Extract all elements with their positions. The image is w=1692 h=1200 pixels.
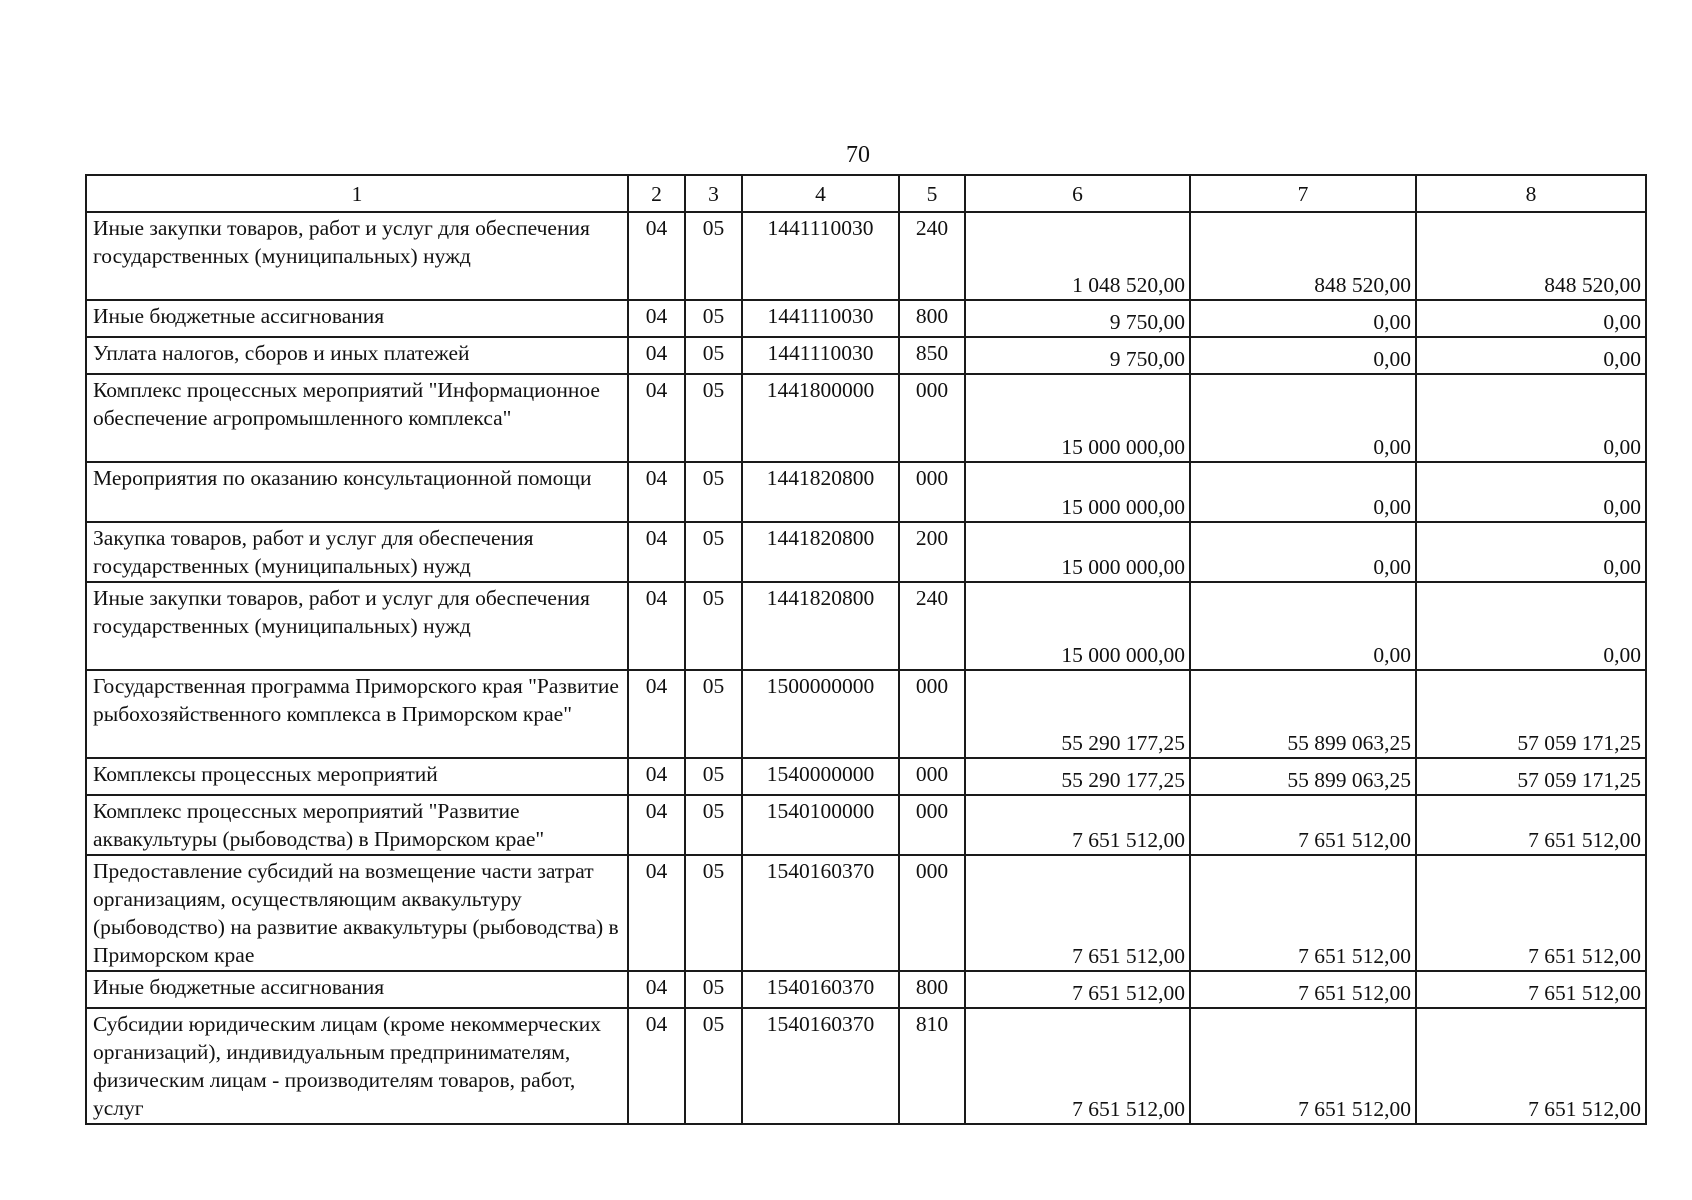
expense-type-code: 240 (899, 212, 965, 300)
table-row (86, 337, 1646, 374)
amount-col7: 0,00 (1190, 374, 1416, 462)
amount-col6: 55 290 177,25 (965, 670, 1190, 758)
section-code: 04 (628, 855, 685, 971)
subsection-code: 05 (685, 522, 742, 582)
amount-col6: 55 290 177,25 (965, 758, 1190, 795)
subsection-code: 05 (685, 462, 742, 522)
amount-col6: 7 651 512,00 (965, 971, 1190, 1008)
table-row (86, 758, 1646, 795)
expense-type-code: 000 (899, 670, 965, 758)
expense-type-code: 800 (899, 300, 965, 337)
table-row (86, 971, 1646, 1008)
target-article-code: 1441820800 (742, 582, 899, 670)
amount-col8: 0,00 (1416, 300, 1646, 337)
target-article-code: 1500000000 (742, 670, 899, 758)
amount-col8: 0,00 (1416, 337, 1646, 374)
row-name: Субсидии юридическим лицам (кроме некоммерческих организаций), индивидуальным предпринимателям, физическим лицам - производителям товаров, работ, услуг (86, 1008, 628, 1124)
expense-type-code: 000 (899, 758, 965, 795)
target-article-code: 1540000000 (742, 758, 899, 795)
row-name: Уплата налогов, сборов и иных платежей (86, 337, 628, 374)
expense-type-code: 200 (899, 522, 965, 582)
target-article-code: 1441110030 (742, 337, 899, 374)
section-code: 04 (628, 670, 685, 758)
section-code: 04 (628, 971, 685, 1008)
row-name: Государственная программа Приморского края "Развитие рыбохозяйственного комплекса в Приморском крае" (86, 670, 628, 758)
amount-col7: 55 899 063,25 (1190, 758, 1416, 795)
table-row (86, 522, 1646, 582)
amount-col8: 0,00 (1416, 522, 1646, 582)
table-row (86, 582, 1646, 670)
expense-type-code: 800 (899, 971, 965, 1008)
column-header: 1 (86, 175, 628, 212)
subsection-code: 05 (685, 971, 742, 1008)
amount-col8: 0,00 (1416, 462, 1646, 522)
section-code: 04 (628, 337, 685, 374)
subsection-code: 05 (685, 795, 742, 855)
table-row (86, 212, 1646, 300)
section-code: 04 (628, 374, 685, 462)
amount-col6: 7 651 512,00 (965, 855, 1190, 971)
expense-type-code: 000 (899, 462, 965, 522)
subsection-code: 05 (685, 1008, 742, 1124)
expense-type-code: 810 (899, 1008, 965, 1124)
table-row (86, 795, 1646, 855)
expense-type-code: 000 (899, 374, 965, 462)
amount-col7: 0,00 (1190, 300, 1416, 337)
budget-table (85, 174, 1647, 1125)
amount-col7: 7 651 512,00 (1190, 795, 1416, 855)
amount-col8: 0,00 (1416, 582, 1646, 670)
section-code: 04 (628, 1008, 685, 1124)
amount-col6: 9 750,00 (965, 300, 1190, 337)
amount-col7: 848 520,00 (1190, 212, 1416, 300)
table-row (86, 855, 1646, 971)
table-row (86, 1008, 1646, 1124)
target-article-code: 1441800000 (742, 374, 899, 462)
row-name: Мероприятия по оказанию консультационной помощи (86, 462, 628, 522)
column-header: 3 (685, 175, 742, 212)
amount-col7: 7 651 512,00 (1190, 855, 1416, 971)
amount-col7: 7 651 512,00 (1190, 971, 1416, 1008)
row-name: Иные бюджетные ассигнования (86, 300, 628, 337)
amount-col7: 55 899 063,25 (1190, 670, 1416, 758)
amount-col6: 7 651 512,00 (965, 1008, 1190, 1124)
column-header: 7 (1190, 175, 1416, 212)
section-code: 04 (628, 795, 685, 855)
column-header: 5 (899, 175, 965, 212)
column-header: 8 (1416, 175, 1646, 212)
subsection-code: 05 (685, 212, 742, 300)
section-code: 04 (628, 522, 685, 582)
column-header: 2 (628, 175, 685, 212)
amount-col6: 15 000 000,00 (965, 582, 1190, 670)
amount-col8: 7 651 512,00 (1416, 1008, 1646, 1124)
amount-col7: 0,00 (1190, 582, 1416, 670)
row-name: Комплексы процессных мероприятий (86, 758, 628, 795)
amount-col6: 15 000 000,00 (965, 462, 1190, 522)
target-article-code: 1441110030 (742, 300, 899, 337)
expense-type-code: 240 (899, 582, 965, 670)
row-name: Комплекс процессных мероприятий "Развитие аквакультуры (рыбоводства) в Приморском крае" (86, 795, 628, 855)
column-header: 6 (965, 175, 1190, 212)
row-name: Иные закупки товаров, работ и услуг для обеспечения государственных (муниципальных) нужд (86, 212, 628, 300)
section-code: 04 (628, 582, 685, 670)
target-article-code: 1540100000 (742, 795, 899, 855)
amount-col8: 0,00 (1416, 374, 1646, 462)
amount-col7: 7 651 512,00 (1190, 1008, 1416, 1124)
amount-col6: 15 000 000,00 (965, 522, 1190, 582)
subsection-code: 05 (685, 337, 742, 374)
amount-col6: 1 048 520,00 (965, 212, 1190, 300)
expense-type-code: 000 (899, 855, 965, 971)
header-row (86, 175, 1646, 212)
target-article-code: 1540160370 (742, 1008, 899, 1124)
section-code: 04 (628, 212, 685, 300)
amount-col8: 7 651 512,00 (1416, 971, 1646, 1008)
subsection-code: 05 (685, 582, 742, 670)
section-code: 04 (628, 300, 685, 337)
amount-col8: 57 059 171,25 (1416, 670, 1646, 758)
table-row (86, 300, 1646, 337)
row-name: Иные бюджетные ассигнования (86, 971, 628, 1008)
amount-col7: 0,00 (1190, 337, 1416, 374)
amount-col8: 7 651 512,00 (1416, 795, 1646, 855)
target-article-code: 1441820800 (742, 462, 899, 522)
section-code: 04 (628, 462, 685, 522)
column-header: 4 (742, 175, 899, 212)
row-name: Иные закупки товаров, работ и услуг для обеспечения государственных (муниципальных) нужд (86, 582, 628, 670)
expense-type-code: 850 (899, 337, 965, 374)
table-row (86, 670, 1646, 758)
amount-col6: 9 750,00 (965, 337, 1190, 374)
row-name: Закупка товаров, работ и услуг для обеспечения государственных (муниципальных) нужд (86, 522, 628, 582)
page-number: 70 (846, 142, 870, 168)
expense-type-code: 000 (899, 795, 965, 855)
subsection-code: 05 (685, 758, 742, 795)
amount-col7: 0,00 (1190, 462, 1416, 522)
target-article-code: 1441820800 (742, 522, 899, 582)
subsection-code: 05 (685, 670, 742, 758)
subsection-code: 05 (685, 374, 742, 462)
subsection-code: 05 (685, 300, 742, 337)
amount-col8: 7 651 512,00 (1416, 855, 1646, 971)
target-article-code: 1441110030 (742, 212, 899, 300)
subsection-code: 05 (685, 855, 742, 971)
row-name: Предоставление субсидий на возмещение части затрат организациям, осуществляющим аквакультуру (рыбоводство) на развитие аквакультуры (рыбоводства) в Приморском крае (86, 855, 628, 971)
amount-col7: 0,00 (1190, 522, 1416, 582)
table-row (86, 374, 1646, 462)
amount-col8: 57 059 171,25 (1416, 758, 1646, 795)
row-name: Комплекс процессных мероприятий "Информационное обеспечение агропромышленного комплекса" (86, 374, 628, 462)
amount-col6: 7 651 512,00 (965, 795, 1190, 855)
section-code: 04 (628, 758, 685, 795)
amount-col8: 848 520,00 (1416, 212, 1646, 300)
target-article-code: 1540160370 (742, 971, 899, 1008)
target-article-code: 1540160370 (742, 855, 899, 971)
amount-col6: 15 000 000,00 (965, 374, 1190, 462)
table-row (86, 462, 1646, 522)
